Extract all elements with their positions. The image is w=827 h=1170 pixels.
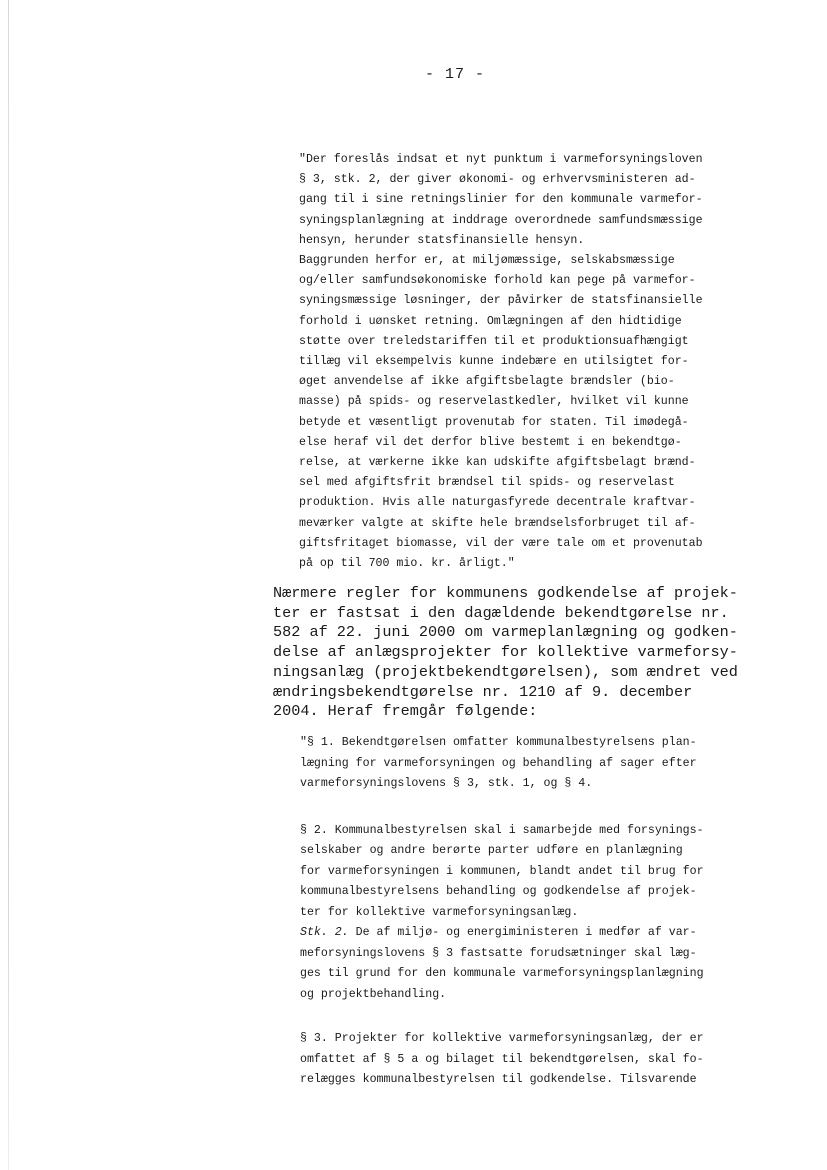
section-3 bbox=[300, 1029, 704, 1091]
stk-text: De af miljø- og energiministeren i medfør af var- bbox=[348, 926, 697, 939]
quote-line: øget anvendelse af ikke afgiftsbelagte brændsler (bio- bbox=[299, 375, 675, 389]
quote-line: syningsplanlægning at inddrage overordnede samfundsmæssige bbox=[299, 213, 703, 227]
body-line: delse af anlægsprojekter for kollektive varmeforsy- bbox=[273, 643, 738, 662]
body-line: ændringsbekendtgørelse nr. 1210 af 9. december bbox=[273, 682, 693, 701]
body-line: 582 af 22. juni 2000 om varmeplanlægning og godken- bbox=[273, 623, 738, 642]
section-line: kommunalbestyrelsens behandling og godkendelse af projek- bbox=[300, 885, 697, 898]
body-paragraph bbox=[273, 584, 738, 722]
section-line: lægning for varmeforsyningen og behandling af sager efter bbox=[300, 756, 697, 770]
section-line: meforsyningslovens § 3 fastsatte forudsætninger skal læg- bbox=[300, 946, 697, 960]
quote-line: "Der foreslås indsat et nyt punktum i varmeforsyningsloven bbox=[299, 153, 703, 166]
quote-line: støtte over treledstariffen til et produktionsuafhængigt bbox=[299, 334, 689, 348]
section-gap bbox=[300, 795, 704, 821]
quote-line: else heraf vil det derfor blive bestemt i en bekendtgø- bbox=[299, 435, 682, 449]
quote-line: sel med afgiftsfrit brændsel til spids- og reservelast bbox=[299, 476, 675, 490]
left-margin-rule bbox=[8, 0, 9, 1170]
body-line: ter er fastsat i den dagældende bekendtgørelse nr. bbox=[273, 603, 729, 622]
body-line: Nærmere regler for kommunens godkendelse af projek- bbox=[273, 584, 738, 602]
section-1 bbox=[300, 733, 704, 795]
section-line: "§ 1. Bekendtgørelsen omfatter kommunalbestyrelsens plan- bbox=[300, 736, 697, 749]
quoted-regulation-block bbox=[300, 733, 704, 1091]
quote-line: masse) på spids- og reservelastkedler, hvilket vil kunne bbox=[299, 395, 689, 409]
page-number: - 17 - bbox=[424, 66, 485, 83]
quote-line: forhold i uønsket retning. Omlægningen af den hidtidige bbox=[299, 314, 682, 328]
quote-line: betyde et væsentligt provenutab for staten. Til imødegå- bbox=[299, 415, 689, 429]
quote-line: på op til 700 mio. kr. årligt." bbox=[299, 557, 515, 571]
section-line: og projektbehandling. bbox=[300, 987, 447, 1001]
section-line: ter for kollektive varmeforsyningsanlæg. bbox=[300, 905, 579, 919]
section-gap bbox=[300, 1005, 704, 1029]
quote-line: hensyn, herunder statsfinansielle hensyn. bbox=[299, 233, 585, 247]
section-line: § 3. Projekter for kollektive varmeforsyningsanlæg, der er bbox=[300, 1032, 704, 1045]
section-line: relægges kommunalbestyrelsen til godkendelse. Tilsvarende bbox=[300, 1073, 697, 1086]
quote-line: § 3, stk. 2, der giver økonomi- og erhvervsministeren ad- bbox=[299, 173, 696, 187]
quote-line: meværker valgte at skifte hele brændselsforbruget til af- bbox=[299, 516, 696, 530]
quote-line: produktion. Hvis alle naturgasfyrede decentrale kraftvar- bbox=[299, 496, 696, 510]
body-line: 2004. Heraf fremgår følgende: bbox=[273, 702, 538, 721]
quote-line: gang til i sine retningslinier for den kommunale varmefor- bbox=[299, 193, 703, 207]
section-line: ges til grund for den kommunale varmeforsyningsplanlægning bbox=[300, 967, 704, 980]
section-line: omfattet af § 5 a og bilaget til bekendtgørelsen, skal fo- bbox=[300, 1052, 704, 1066]
section-line: § 2. Kommunalbestyrelsen skal i samarbejde med forsynings- bbox=[300, 823, 704, 837]
quote-line: Baggrunden herfor er, at miljømæssige, selskabsmæssige bbox=[299, 254, 675, 268]
section-line: selskaber og andre berørte parter udføre en planlægning bbox=[300, 844, 683, 857]
quote-line: relse, at værkerne ikke kan udskifte afgiftsbelagt brænd- bbox=[299, 456, 696, 470]
quote-line: og/eller samfundsøkonomiske forhold kan pege på varmefor- bbox=[299, 274, 696, 288]
quote-line: giftsfritaget biomasse, vil der være tale om et provenutab bbox=[299, 536, 703, 550]
body-line: ningsanlæg (projektbekendtgørelsen), som ændret ved bbox=[273, 662, 738, 681]
quote-line: syningsmæssige løsninger, der påvirker de statsfinansielle bbox=[299, 294, 703, 308]
section-2 bbox=[300, 821, 704, 1006]
section-line: varmeforsyningslovens § 3, stk. 1, og § 4. bbox=[300, 777, 593, 790]
section-line bbox=[300, 923, 704, 944]
stk-label: Stk. 2. bbox=[300, 926, 349, 939]
quote-line: tillæg vil eksempelvis kunne indebære en utilsigtet for- bbox=[299, 355, 689, 369]
quoted-remarks-block bbox=[299, 150, 703, 574]
section-line: for varmeforsyningen i kommunen, blandt andet til brug for bbox=[300, 864, 704, 878]
